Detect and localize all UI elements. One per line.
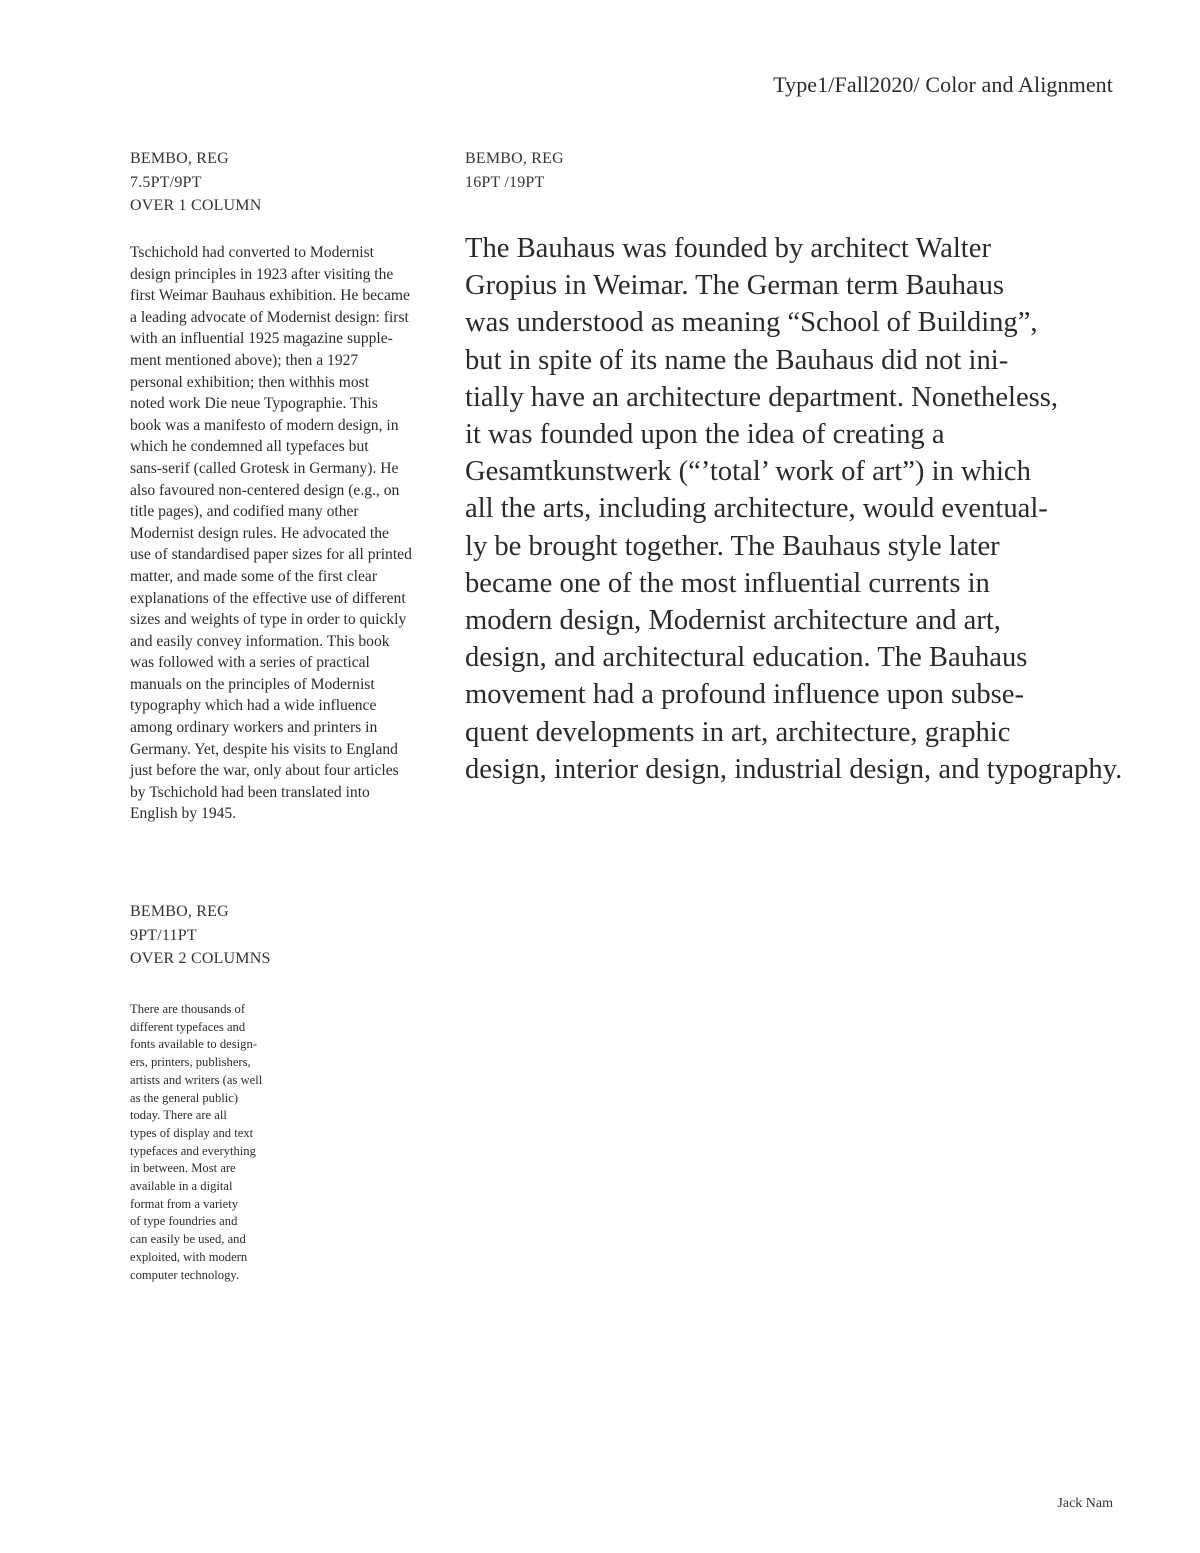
author-name: Jack Nam	[1057, 1496, 1113, 1511]
type-spec-2	[465, 147, 564, 194]
text-line: book was a manifesto of modern design, in	[130, 416, 399, 434]
text-line: among ordinary workers and printers in	[130, 719, 378, 737]
text-line: available in a digital	[130, 1179, 233, 1194]
spec-font: BEMBO, REG	[465, 150, 564, 167]
text-line: Modernist design rules. He advocated the	[130, 524, 389, 542]
text-line: movement had a profound influence upon subse-	[465, 679, 1025, 711]
text-line: ly be brought together. The Bauhaus style later	[465, 530, 1000, 562]
text-line: with an influential 1925 magazine supple-	[130, 330, 393, 348]
text-line: design, and architectural education. The Bauhaus	[465, 642, 1028, 674]
text-line: can easily be used, and	[130, 1232, 246, 1247]
text-line: a leading advocate of Modernist design: first	[130, 308, 409, 326]
text-line: English by 1945.	[130, 805, 237, 823]
spec-columns: OVER 2 COLUMNS	[130, 950, 271, 967]
text-line: just before the war, only about four articles	[130, 762, 399, 780]
text-line: The Bauhaus was founded by architect Walter	[465, 233, 991, 264]
text-line: sizes and weights of type in order to quickly	[130, 611, 407, 629]
text-line: tially have an architecture department. Nonetheless,	[465, 381, 1059, 413]
text-line: different typefaces and	[130, 1019, 246, 1034]
page-title: Type1/Fall2020/ Color and Alignment	[773, 72, 1113, 97]
text-line: of type foundries and	[130, 1214, 238, 1229]
text-line: sans-serif (called Grotesk in Germany). He	[130, 459, 399, 477]
text-line: fonts available to design-	[130, 1037, 257, 1052]
text-line: all the arts, including architecture, would eventual-	[465, 493, 1048, 525]
body-paragraph-bauhaus	[465, 230, 1125, 788]
text-line: in between. Most are	[130, 1161, 236, 1176]
body-paragraph-tschichold	[130, 242, 450, 825]
text-line: modern design, Modernist architecture and art,	[465, 605, 1001, 637]
text-line: ment mentioned above); then a 1927	[130, 351, 359, 369]
text-line: but in spite of its name the Bauhaus did not ini-	[465, 344, 1009, 376]
text-line: Gropius in Weimar. The German term Bauhaus	[465, 270, 1005, 302]
text-line: manuals on the principles of Modernist	[130, 675, 375, 693]
text-line: also favoured non-centered design (e.g., on	[130, 481, 400, 499]
text-line: There are thousands of	[130, 1002, 246, 1016]
text-line: which he condemned all typefaces but	[130, 438, 369, 456]
type-spec-3	[130, 900, 271, 971]
text-line: use of standardised paper sizes for all printed	[130, 546, 412, 564]
text-line: was followed with a series of practical	[130, 654, 370, 672]
text-line: matter, and made some of the first clear	[130, 567, 378, 585]
text-line: design principles in 1923 after visiting the	[130, 265, 394, 283]
text-line: by Tschichold had been translated into	[130, 783, 370, 801]
body-paragraph-typefaces	[130, 1001, 280, 1284]
type-spec-1	[130, 147, 262, 218]
text-line: explanations of the effective use of different	[130, 589, 406, 607]
text-line: Gesamtkunstwerk (“’total’ work of art”) in which	[465, 456, 1031, 488]
text-line: format from a variety	[130, 1196, 239, 1211]
text-line: exploited, with modern	[130, 1249, 248, 1264]
text-line: ers, printers, publishers,	[130, 1055, 251, 1070]
text-line: it was founded upon the idea of creating a	[465, 419, 945, 451]
text-line: design, interior design, industrial design, and typography.	[465, 753, 1123, 785]
text-line: title pages), and codified many other	[130, 503, 359, 521]
text-line: Tschichold had converted to Modernist	[130, 244, 375, 261]
spec-columns: OVER 1 COLUMN	[130, 197, 262, 214]
text-line: computer technology.	[130, 1267, 239, 1282]
text-line: first Weimar Bauhaus exhibition. He became	[130, 287, 410, 305]
text-line: today. There are all	[130, 1108, 227, 1123]
text-line: noted work Die neue Typographie. This	[130, 395, 378, 413]
text-line: as the general public)	[130, 1090, 239, 1105]
text-line: artists and writers (as well	[130, 1072, 263, 1087]
text-line: was understood as meaning “School of Building”,	[465, 307, 1038, 339]
spec-size: 16PT /19PT	[465, 173, 545, 191]
text-line: and easily convey information. This book	[130, 632, 390, 650]
text-line: quent developments in art, architecture, graphic	[465, 716, 1011, 748]
spec-size: 9PT/11PT	[130, 926, 197, 944]
text-line: personal exhibition; then withhis most	[130, 373, 370, 391]
text-line: became one of the most influential currents in	[465, 567, 990, 599]
spec-font: BEMBO, REG	[130, 903, 229, 920]
text-line: Germany. Yet, despite his visits to England	[130, 740, 398, 758]
spec-font: BEMBO, REG	[130, 150, 229, 167]
text-line: typefaces and everything	[130, 1143, 256, 1158]
spec-size: 7.5PT/9PT	[130, 173, 202, 191]
text-line: typography which had a wide influence	[130, 697, 377, 715]
text-line: types of display and text	[130, 1125, 254, 1140]
